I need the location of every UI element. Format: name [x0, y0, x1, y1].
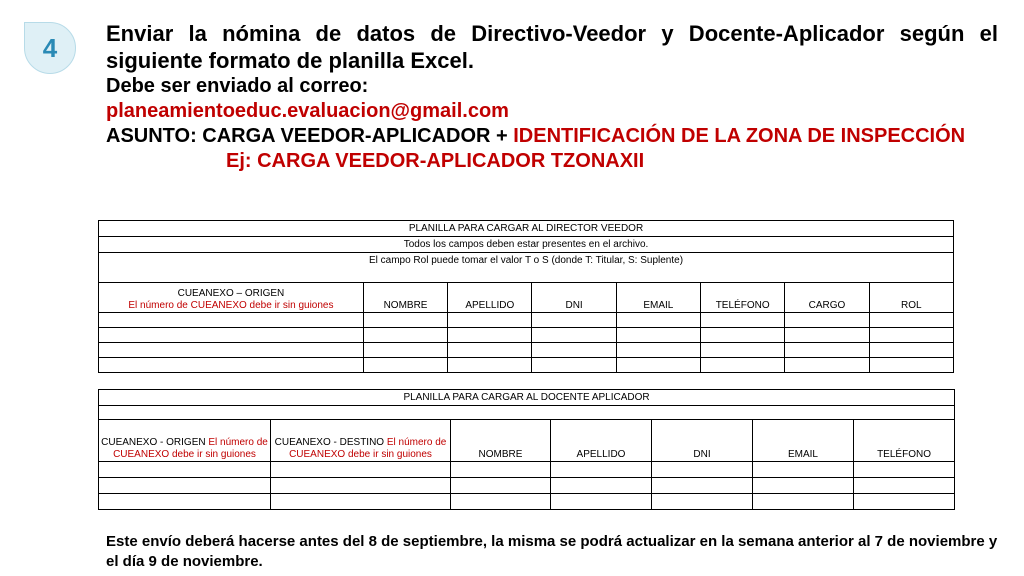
step-number-badge	[24, 22, 76, 74]
table1-header-apellido: APELLIDO	[448, 283, 532, 313]
email-label: Debe ser enviado al correo:	[106, 75, 369, 97]
instruction-title: Enviar la nómina de datos de Directivo-Veedor y Docente-Aplicador según el siguiente formato de planilla Excel.	[106, 21, 998, 73]
table-row	[99, 313, 954, 328]
table-row	[99, 358, 954, 373]
subject-zone: IDENTIFICACIÓN DE LA ZONA DE INSPECCIÓN	[513, 125, 966, 147]
table1-header-email: EMAIL	[616, 283, 700, 313]
table2-destino-label: CUEANEXO - DESTINO	[274, 437, 385, 448]
table2-header-apellido: APELLIDO	[551, 420, 652, 462]
table-row	[99, 328, 954, 343]
table1-header-nombre: NOMBRE	[363, 283, 447, 313]
table2-header-email: EMAIL	[753, 420, 854, 462]
table1-header-cueanexo	[99, 283, 364, 313]
subject-label: ASUNTO: CARGA VEEDOR-APLICADOR +	[106, 125, 514, 147]
table1-header-telefono: TELÉFONO	[701, 283, 785, 313]
table1-note-role: El campo Rol puede tomar el valor T o S (donde T: Titular, S: Suplente)	[99, 253, 954, 283]
table2-title: PLANILLA PARA CARGAR AL DOCENTE APLICADOR	[99, 390, 955, 406]
table2-origen-note: El número de CUEANEXO debe ir sin guiones	[113, 437, 268, 460]
table1-cueanexo-label: CUEANEXO – ORIGEN	[177, 288, 285, 299]
table-row	[99, 462, 955, 478]
table-row	[99, 478, 955, 494]
instructions-block	[106, 20, 998, 173]
director-veedor-table	[98, 220, 954, 373]
table2-header-nombre: NOMBRE	[451, 420, 551, 462]
table-row	[99, 494, 955, 510]
table2-header-origen	[99, 420, 271, 462]
docente-aplicador-table	[98, 389, 955, 510]
table1-header-row	[99, 283, 954, 313]
subject-example: Ej: CARGA VEEDOR-APLICADOR TZONAXII	[226, 150, 645, 172]
step-number: 4	[42, 33, 58, 63]
table1-title: PLANILLA PARA CARGAR AL DIRECTOR VEEDOR	[99, 221, 954, 237]
table1-header-rol: ROL	[869, 283, 953, 313]
table2-header-dni: DNI	[652, 420, 753, 462]
table1-cueanexo-note: El número de CUEANEXO debe ir sin guiones	[128, 300, 334, 311]
table1-note-fields: Todos los campos deben estar presentes en el archivo.	[99, 237, 954, 253]
table2-origen-label: CUEANEXO - ORIGEN	[101, 437, 206, 448]
table2-header-row	[99, 420, 955, 462]
subject-line	[106, 124, 998, 149]
table1-header-cargo: CARGO	[785, 283, 869, 313]
deadline-note: Este envío deberá hacerse antes del 8 de septiembre, la misma se podrá actualizar en la semana anterior al 7 de noviembre y el día 9 de noviembre.	[106, 533, 998, 570]
table2-header-destino	[271, 420, 451, 462]
email-address[interactable]: planeamientoeduc.evaluacion@gmail.com	[106, 100, 509, 122]
table2-header-telefono: TELÉFONO	[854, 420, 955, 462]
table2-destino-note: El número de CUEANEXO debe ir sin guiones	[289, 437, 447, 460]
table1-header-dni: DNI	[532, 283, 616, 313]
table-row	[99, 343, 954, 358]
